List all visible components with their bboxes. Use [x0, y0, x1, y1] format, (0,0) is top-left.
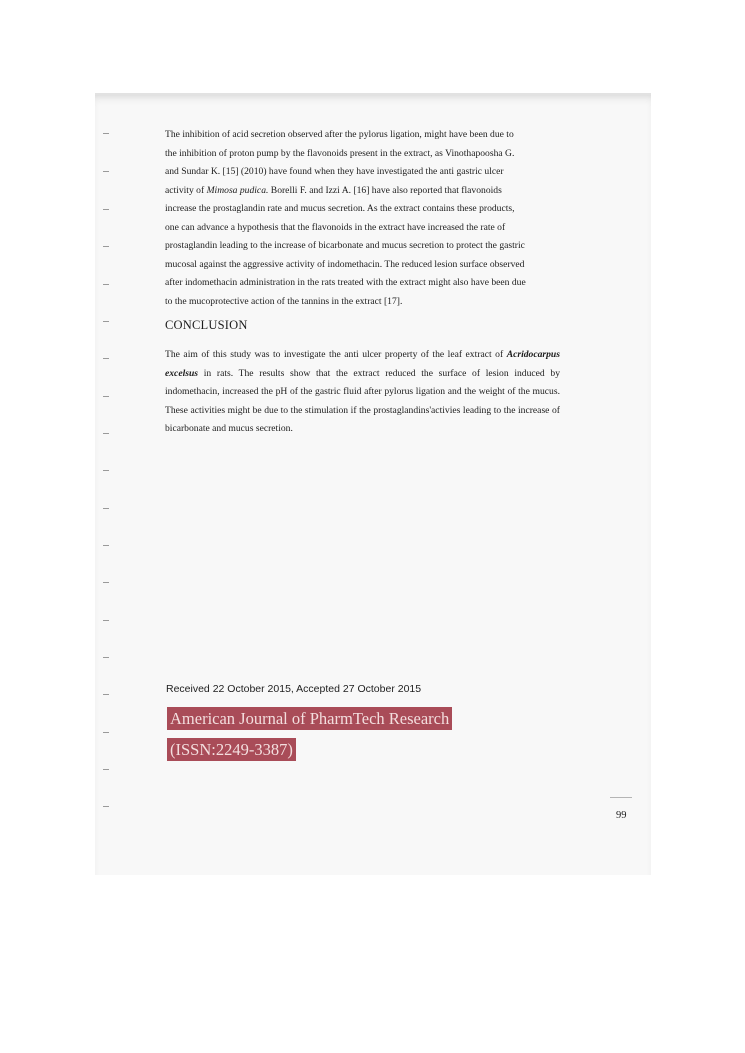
margin-tick — [103, 171, 109, 172]
margin-tick — [103, 209, 109, 210]
margin-tick — [103, 284, 109, 285]
margin-tick — [103, 470, 109, 471]
species-name: Mimosa pudica. — [206, 184, 269, 196]
margin-tick — [103, 358, 109, 359]
text-line: after indomethacin administration in the rats treated with the extract might also have been due — [165, 277, 526, 288]
text-line: to the mucoprotective action of the tannins in the extract [17]. — [165, 295, 403, 307]
text-segment: The aim of this study was to investigate the anti ulcer property of the leaf extract of — [165, 349, 507, 360]
margin-tick — [103, 732, 109, 733]
text-line — [165, 182, 560, 201]
margin-tick — [103, 545, 109, 546]
margin-tick — [103, 321, 109, 322]
text-line: The inhibition of acid secretion observed after the pylorus ligation, might have been due to — [165, 129, 514, 140]
margin-tick — [103, 508, 109, 509]
journal-name: American Journal of PharmTech Research — [167, 707, 452, 730]
received-date: Received 22 October 2015, Accepted 27 October 2015 — [166, 683, 422, 695]
margin-tick — [103, 246, 109, 247]
text-segment: in rats. The results show that the extract reduced the surface of lesion induced by indomethacin, increased the pH of the gastric fluid after pylorus ligation and the weight of the mucus. These activities might be due to the stimulation if the prostaglandins'activies leading to the increase of bicarbonate and mucus secretion. — [165, 367, 560, 434]
text-segment: activity of — [165, 184, 207, 196]
text-line: the inhibition of proton pump by the flavonoids present in the extract, as Vinothapoosha G. — [165, 147, 515, 159]
discussion-paragraph — [165, 126, 560, 311]
margin-tick — [103, 433, 109, 434]
text-line: one can advance a hypothesis that the flavonoids in the extract have increased the rate of — [165, 221, 506, 233]
margin-tick — [103, 806, 109, 807]
margin-tick — [103, 620, 109, 621]
margin-tick — [103, 694, 109, 695]
margin-tick — [103, 657, 109, 658]
margin-tick — [103, 396, 109, 397]
margin-tick — [103, 769, 109, 770]
text-line: prostaglandin leading to the increase of bicarbonate and mucus secretion to protect the gastric — [165, 240, 525, 251]
page-number: 99 — [616, 810, 627, 821]
conclusion-paragraph — [165, 346, 560, 439]
margin-tick — [103, 133, 109, 134]
species-name: Acridocarpus excelsus — [165, 349, 560, 379]
text-line: and Sundar K. [15] (2010) have found when they have investigated the anti gastric ulcer — [165, 166, 504, 177]
text-line: mucosal against the aggressive activity of indomethacin. The reduced lesion surface observed — [165, 258, 525, 270]
scan-mark — [610, 797, 632, 798]
text-segment: Borelli F. and Izzi A. [16] have also reported that flavonoids — [268, 184, 502, 196]
conclusion-heading: CONCLUSION — [165, 318, 248, 332]
issn-label: (ISSN:2249-3387) — [167, 738, 296, 761]
margin-tick — [103, 582, 109, 583]
text-line: increase the prostaglandin rate and mucus secretion. As the extract contains these products, — [165, 203, 515, 214]
